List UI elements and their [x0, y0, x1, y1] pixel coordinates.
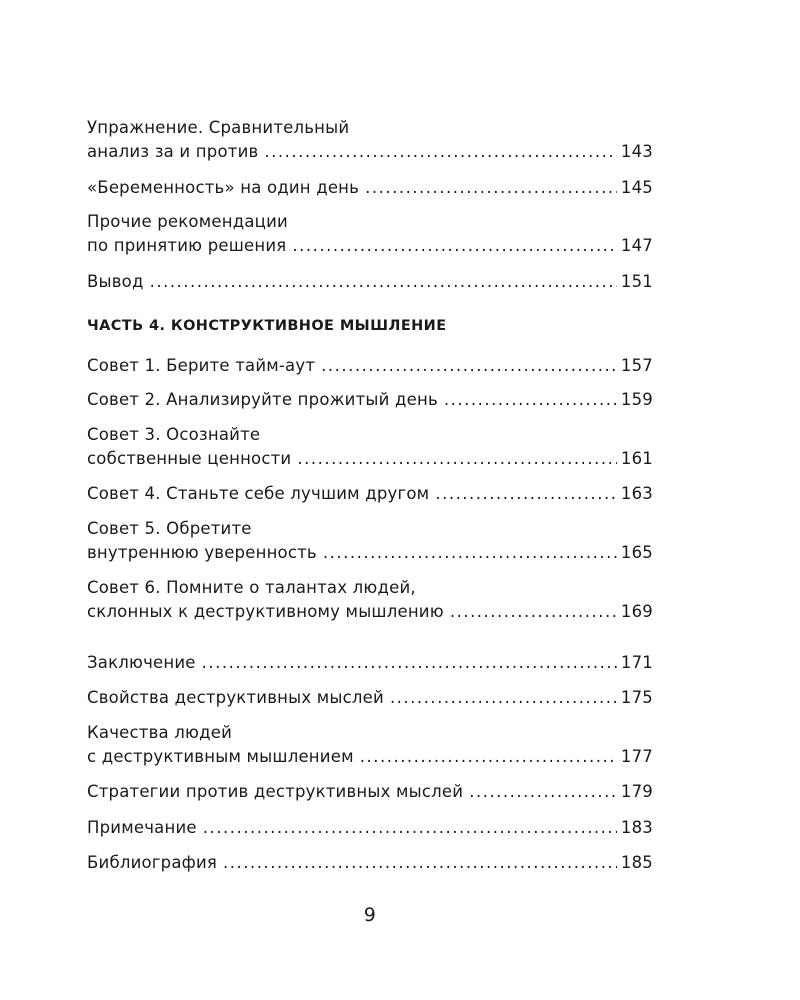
dot-leader: [150, 270, 617, 294]
toc-entry-title-line1: Совет 6. Помните о талантах людей,: [87, 578, 416, 597]
toc-entry-page: 179: [620, 782, 653, 801]
dot-leader: [450, 600, 617, 624]
toc-entry: [87, 210, 653, 258]
dot-leader: [435, 482, 617, 506]
toc-entry-title: Вывод: [87, 272, 144, 291]
toc-entry: [87, 851, 653, 875]
toc-entry-page: 175: [620, 688, 653, 707]
toc-entry-page: 151: [620, 272, 653, 291]
dot-leader: [203, 816, 617, 840]
dot-leader: [292, 234, 616, 258]
toc-entry: [87, 482, 653, 506]
toc-entry: [87, 354, 653, 378]
dot-leader: [469, 780, 617, 804]
toc-entry-title: Свойства деструктивных мыслей: [87, 688, 384, 707]
toc-entry-page: 159: [620, 390, 653, 409]
toc-entry: [87, 721, 653, 769]
toc-entry-title-line1: Совет 3. Осознайте: [87, 425, 261, 444]
toc-entry-title: Совет 4. Станьте себе лучшим другом: [87, 484, 430, 503]
toc-entry-title-line1: Качества людей: [87, 723, 233, 742]
part-heading: ЧАСТЬ 4. КОНСТРУКТИВНОЕ МЫШЛЕНИЕ: [87, 318, 447, 334]
toc-entry-title: Примечание: [87, 818, 197, 837]
toc-entry-page: 183: [620, 818, 653, 837]
dot-leader: [444, 388, 617, 412]
toc-entry: [87, 270, 653, 294]
dot-leader: [264, 140, 616, 164]
toc-entry-title: по принятию решения: [87, 236, 287, 255]
toc-entry-title: Совет 2. Анализируйте прожитый день: [87, 390, 438, 409]
toc-entry: [87, 651, 653, 675]
dot-leader: [360, 745, 617, 769]
toc-entry-page: 185: [620, 853, 653, 872]
toc-entry: [87, 576, 653, 624]
toc-entry-title-line1: Совет 5. Обретите: [87, 519, 252, 538]
dot-leader: [223, 851, 617, 875]
dot-leader: [390, 686, 617, 710]
toc-entry-page: 163: [620, 484, 653, 503]
toc-entry: [87, 517, 653, 565]
toc-entry-page: 169: [620, 602, 653, 621]
toc-entry-page: 165: [620, 543, 653, 562]
toc-entry-title: Библиография: [87, 853, 217, 872]
toc-entry: [87, 816, 653, 840]
toc-entry-page: 145: [620, 178, 653, 197]
dot-leader: [321, 354, 617, 378]
toc-entry-page: 177: [620, 747, 653, 766]
toc-entry: [87, 176, 653, 200]
toc-entry: [87, 423, 653, 471]
toc-entry-page: 171: [620, 653, 653, 672]
toc-entry-page: 147: [620, 236, 653, 255]
toc-entry-title-line1: Упражнение. Сравнительный: [87, 118, 350, 137]
dot-leader: [365, 176, 617, 200]
dot-leader: [202, 651, 617, 675]
toc-entry-page: 157: [620, 356, 653, 375]
toc-entry-page: 143: [620, 142, 653, 161]
toc-entry-title: Стратегии против деструктивных мыслей: [87, 782, 464, 801]
dot-leader: [297, 447, 617, 471]
toc-entry: [87, 116, 653, 164]
toc-entry: [87, 686, 653, 710]
toc-entry-title: Заключение: [87, 653, 196, 672]
toc-entry: [87, 388, 653, 412]
toc-entry-title: склонных к деструктивному мышлению: [87, 602, 444, 621]
toc-entry-title: с деструктивным мышлением: [87, 747, 354, 766]
dot-leader: [323, 541, 617, 565]
toc-entry-title: «Беременность» на один день: [87, 178, 360, 197]
toc-entry-title: собственные ценности: [87, 449, 292, 468]
toc-entry-page: 161: [620, 449, 653, 468]
toc-entry-title: Совет 1. Берите тайм-аут: [87, 356, 316, 375]
toc-entry-title: анализ за и против: [87, 142, 259, 161]
toc-entry-title: внутреннюю уверенность: [87, 543, 317, 562]
toc-entry-title-line1: Прочие рекомендации: [87, 212, 288, 231]
toc-entry: [87, 780, 653, 804]
page-number: 9: [363, 904, 377, 926]
